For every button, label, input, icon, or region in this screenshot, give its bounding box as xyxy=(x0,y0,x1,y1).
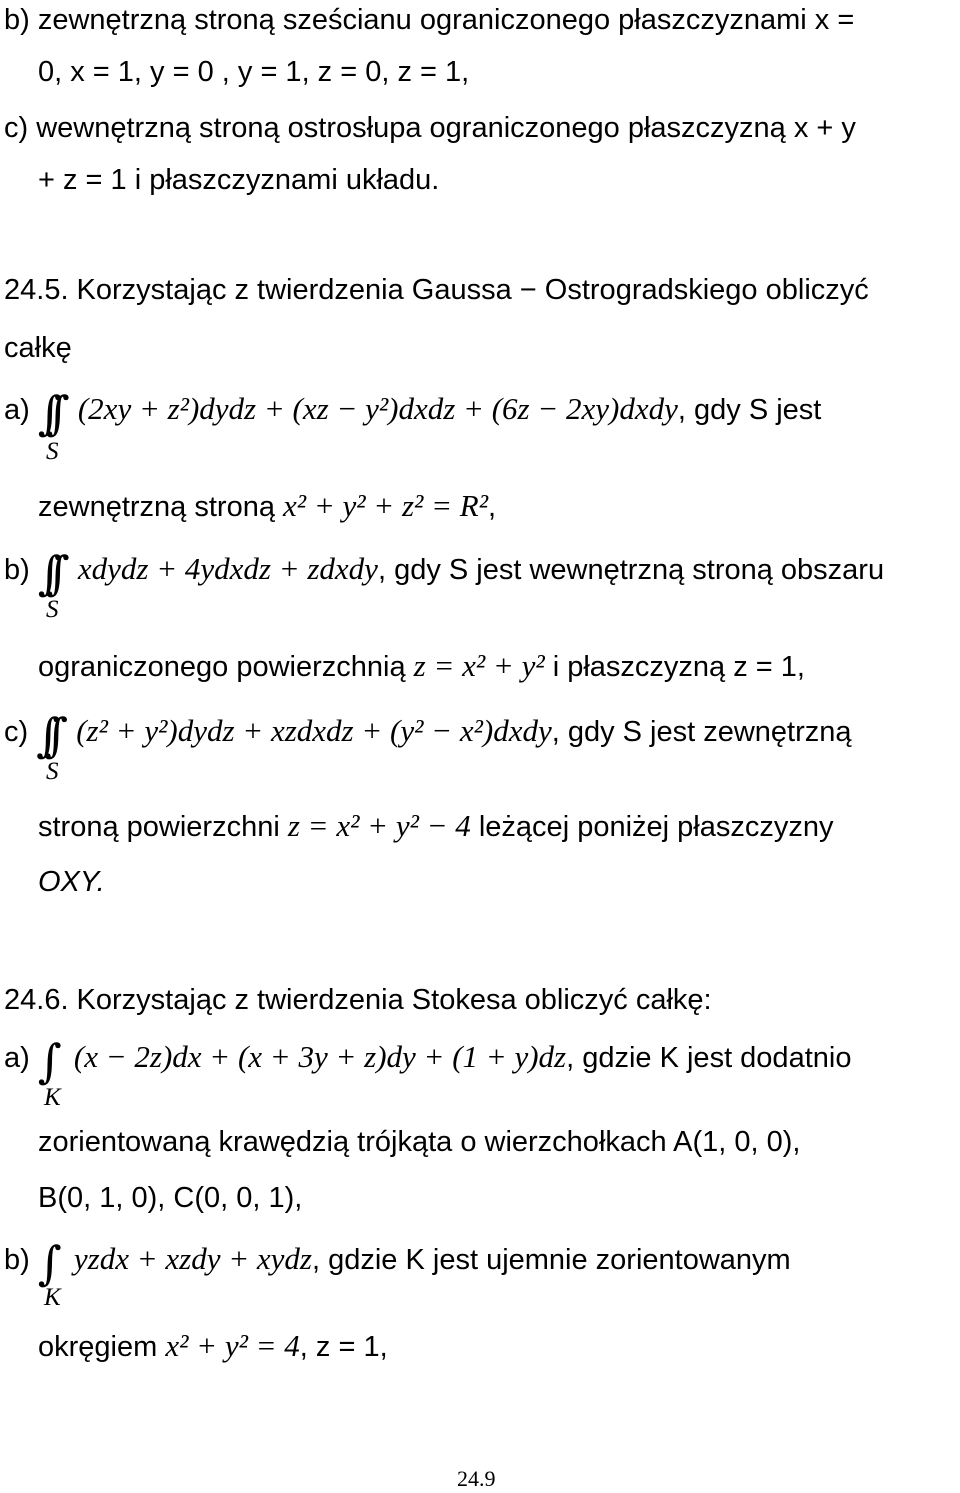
text-label: zewnętrzną stroną xyxy=(38,491,275,523)
item-a-246-cont: zorientowaną krawędzią trójkąta o wierzchołkach A(1, 0, 0), xyxy=(38,1126,801,1158)
integral-subscript: K xyxy=(44,1084,61,1111)
item-c-245-cont xyxy=(38,810,833,842)
formula-tail: i płaszczyzną z = 1, xyxy=(552,651,805,683)
item-c-245-cont2: OXY. xyxy=(38,866,105,898)
integral-subscript: K xyxy=(44,1284,61,1311)
exercise-24-5-heading-cont: całkę xyxy=(4,332,72,364)
item-a-245 xyxy=(4,386,822,440)
double-integral-symbol: ∫∫ xyxy=(37,386,54,440)
item-label: a) xyxy=(4,1042,30,1074)
formula-expression: xdydz + 4ydxdz + zdxdy xyxy=(77,551,378,586)
formula-paraboloid: z = x² + y² xyxy=(413,648,545,683)
item-c-245 xyxy=(4,708,852,762)
item-label: b) xyxy=(4,1244,30,1276)
formula-expression: yzdx + xzdy + xydz xyxy=(73,1241,312,1276)
formula-tail: , gdy S jest zewnętrzną xyxy=(551,716,852,748)
formula-paraboloid-shifted: z = x² + y² − 4 xyxy=(287,808,471,843)
text-label: okręgiem xyxy=(38,1331,158,1363)
item-a-245-cont xyxy=(38,490,496,522)
formula-expression: (z² + y²)dydz + xzdxdz + (y² − x²)dxdy xyxy=(76,713,552,748)
formula-tail: , gdy S jest wewnętrzną stroną obszaru xyxy=(377,554,885,586)
item-b-246-cont xyxy=(38,1330,388,1362)
formula-expression: (x − 2z)dx + (x + 3y + z)dy + (1 + y)dz xyxy=(73,1039,567,1074)
integral-subscript: S xyxy=(46,758,59,785)
formula-tail: , z = 1, xyxy=(299,1331,388,1363)
item-label: a) xyxy=(4,394,30,426)
text-line-b-cont: 0, x = 1, y = 0 , y = 1, z = 0, z = 1, xyxy=(38,56,470,88)
line-integral-symbol: ∫ xyxy=(37,1236,62,1290)
item-a-246 xyxy=(4,1034,852,1088)
formula-tail: leżącej poniżej płaszczyzny xyxy=(478,811,834,843)
text-label: ograniczonego powierzchnią xyxy=(38,651,406,683)
exercise-24-6-heading: 24.6. Korzystając z twierdzenia Stokesa obliczyć całkę: xyxy=(4,984,712,1016)
integral-subscript: S xyxy=(46,596,59,623)
formula-tail: , gdy S jest xyxy=(677,394,822,426)
exercise-24-5-heading: 24.5. Korzystając z twierdzenia Gaussa − Ostrogradskiego obliczyć xyxy=(4,274,869,306)
formula-tail: , gdzie K jest dodatnio xyxy=(566,1042,852,1074)
item-b-246 xyxy=(4,1236,791,1290)
page-number: 24.9 xyxy=(457,1466,496,1491)
item-label: b) xyxy=(4,554,30,586)
double-integral-symbol: ∫∫ xyxy=(36,708,53,762)
line-integral-symbol: ∫ xyxy=(37,1034,62,1088)
double-integral-symbol: ∫∫ xyxy=(37,546,54,600)
item-b-245-cont xyxy=(38,650,805,682)
item-label: c) xyxy=(4,716,29,748)
item-b-245 xyxy=(4,546,885,600)
formula-expression: (2xy + z²)dydz + (xz − y²)dxdz + (6z − 2xy)dxdy xyxy=(77,391,678,426)
formula-sphere: x² + y² + z² = R² xyxy=(283,488,488,523)
integral-subscript: S xyxy=(46,438,59,465)
formula-tail: , xyxy=(487,491,497,523)
formula-circle: x² + y² = 4 xyxy=(165,1328,300,1363)
formula-tail: , gdzie K jest ujemnie zorientowanym xyxy=(311,1244,791,1276)
text-line-c-cont: + z = 1 i płaszczyznami układu. xyxy=(38,164,440,196)
text-line-c: c) wewnętrzną stroną ostrosłupa ograniczonego płaszczyzną x + y xyxy=(4,112,856,144)
text-line-b: b) zewnętrzną stroną sześcianu ograniczonego płaszczyznami x = xyxy=(4,4,855,36)
text-label: stroną powierzchni xyxy=(38,811,280,843)
item-a-246-cont2: B(0, 1, 0), C(0, 0, 1), xyxy=(38,1182,303,1214)
